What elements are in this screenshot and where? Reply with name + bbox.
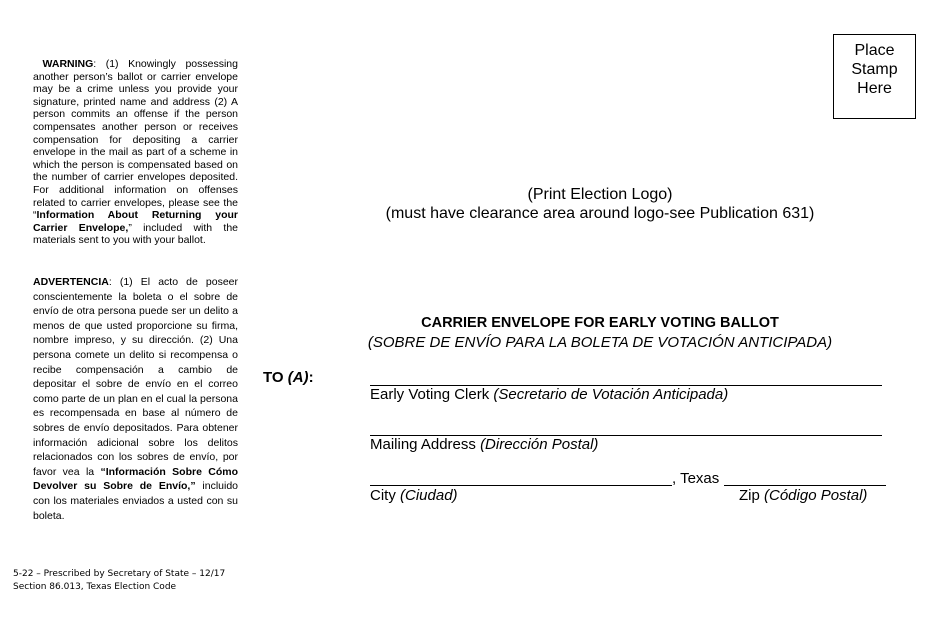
- to-text: TO: [263, 369, 284, 386]
- advertencia-text: : (1) El acto de poseer conscientemente la boleta o el sobre de envío de otra persona puede ser un delito a menos de que usted proporcione su firma, nombre impreso, y su dirección. (2) Una persona comete un delito si recompensa o recibe compensación a cambio de depositar el sobre de envío en el correo como parte de un plan en el cual la persona es recompensada en base al número de sobres de envío depositados. Para obtener información adicional sobre los delitos relacionados con los sobres de envío, por favor vea la: [33, 276, 238, 478]
- footer-prescribed: 5-22 – Prescribed by Secretary of State – 12/17: [13, 569, 226, 579]
- warning-reference: Information About Returning your Carrier Envelope,: [33, 209, 238, 234]
- form-footer: [13, 568, 225, 593]
- stamp-line-1: Place: [854, 42, 895, 59]
- state-label: , Texas: [672, 470, 720, 487]
- city-text: City: [370, 487, 396, 504]
- advertencia-label: ADVERTENCIA: [33, 276, 109, 288]
- warning-text-end: ” included with the materials sent to you with your ballot.: [33, 221, 238, 247]
- warning-text: : (1) Knowingly possessing another person’s ballot or carrier envelope may be a crime unless you provide your signature, printed name and address (2) A person commits an offense if the person compensates another person or receives compensation for depositing a carrier envelope in the mail as part of a scheme in which the person is compensated based on the number of carrier envelopes deposited. For additional information on offenses related to carrier envelopes, please see the “: [33, 58, 238, 222]
- warning-label: WARNING: [42, 58, 94, 70]
- mailing-address-label: [370, 436, 598, 453]
- city-line: [370, 485, 672, 486]
- footer-code-section: Section 86.013, Texas Election Code: [13, 581, 177, 592]
- mailing-text-es: (Dirección Postal): [480, 436, 599, 453]
- stamp-box: [833, 34, 916, 119]
- to-colon: :: [308, 369, 314, 386]
- logo-line-2: (must have clearance area around logo-see Publication 631): [385, 205, 815, 222]
- logo-line-1: (Print Election Logo): [527, 186, 673, 203]
- election-logo-placeholder: [330, 185, 870, 223]
- mailing-text: Mailing Address: [370, 436, 476, 453]
- warning-paragraph: [33, 58, 238, 247]
- zip-line: [724, 485, 886, 486]
- zip-label: [739, 487, 867, 504]
- clerk-text-es: (Secretario de Votación Anticipada): [493, 386, 729, 403]
- city-label: [370, 487, 458, 504]
- stamp-line-3: Here: [857, 80, 892, 97]
- advertencia-text-end: incluido con los materiales enviados a usted con su boleta.: [33, 480, 239, 522]
- clerk-text: Early Voting Clerk: [370, 386, 490, 403]
- to-text-es: (A): [287, 369, 309, 386]
- title-english: CARRIER ENVELOPE FOR EARLY VOTING BALLOT: [421, 315, 779, 331]
- title-spanish: (SOBRE DE ENVÍO PARA LA BOLETA DE VOTACIÓN ANTICIPADA): [367, 334, 833, 351]
- envelope-title: [330, 314, 870, 353]
- advertencia-paragraph: [33, 275, 238, 523]
- clerk-label: [370, 386, 728, 403]
- zip-text: Zip: [739, 487, 760, 504]
- advertencia-reference: “Información Sobre Cómo Devolver su Sobre de Envío,”: [33, 465, 238, 493]
- zip-text-es: (Código Postal): [764, 487, 868, 504]
- city-text-es: (Ciudad): [400, 487, 458, 504]
- stamp-line-2: Stamp: [851, 61, 898, 78]
- to-label: [263, 369, 314, 386]
